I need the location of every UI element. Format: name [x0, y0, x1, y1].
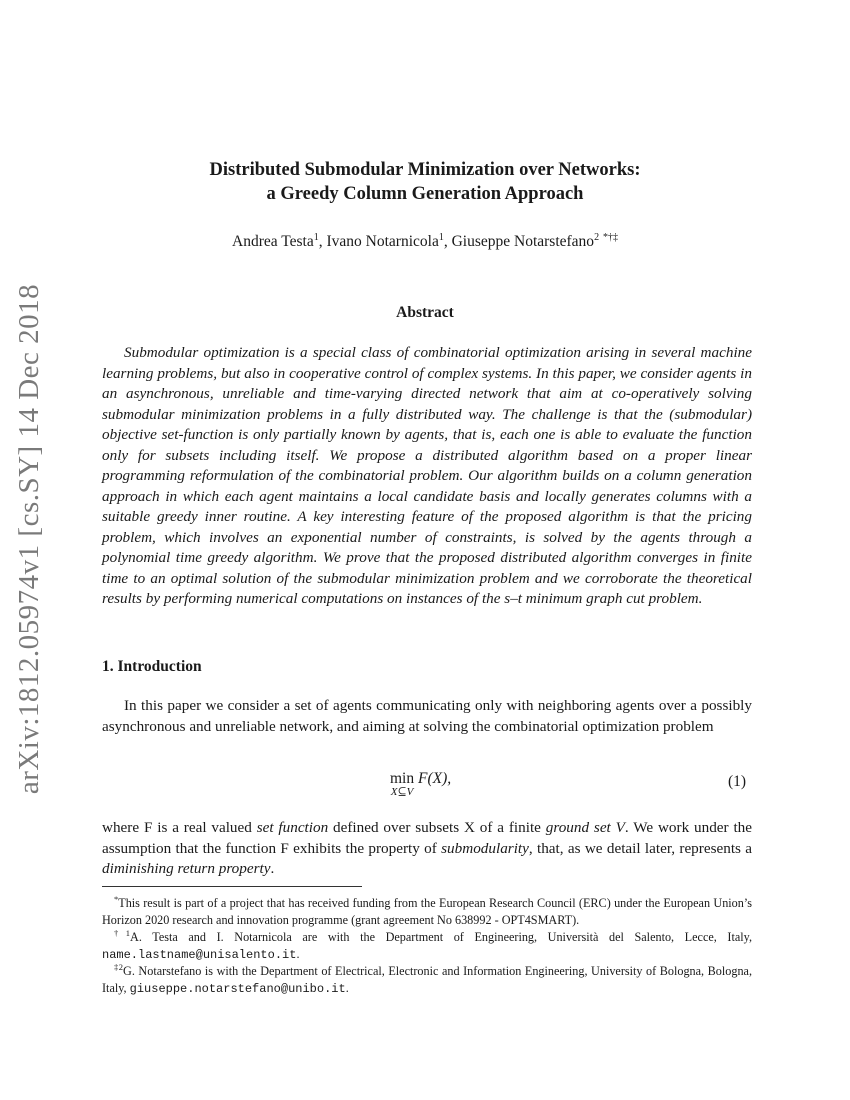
abstract-body: Submodular optimization is a special class of combinatorial optimization arising in several machine learning problems, but also in cooperative control of complex systems. In this paper, we consider agents in an asynchronous, unreliable and time-varying directed network that aim at co-operatively solving submodular minimization problems in a fully distributed way. The challenge is that the (submodular) objective set-function is only partially known by agents, that is, each one is able to evaluate the function only for subsets including itself. We propose a distributed algorithm based on a proper linear programming reformulation of the combinatorial problem. Our algorithm builds on a column generation approach in which each agent maintains a local candidate basis and locally generates columns with a suitable greedy inner routine. A key interesting feature of the proposed algorithm is that the pricing problem, which involves an exponential number of constraints, is solved by the agents through a polynomial time greedy algorithm. We prove that the proposed distributed algorithm converges in finite time to an optimal solution of the submodular minimization problem and we corroborate the theoretical results by performing numerical computations on instances of the s–t minimum graph cut problem.	[102, 344, 752, 607]
footnote-affiliation-bologna	[102, 959, 752, 998]
author-footnote-marks: *†‡	[602, 232, 618, 243]
text-run: where F is a real valued	[102, 819, 257, 836]
intro-paragraph-2	[102, 818, 752, 880]
author-separator: ,	[443, 233, 452, 251]
footnote-text: This result is part of a project that has received funding from the European Research Council (ERC) under the European Union’s Horizon 2020 research and innovation programme (grant agreement No 638992 - OPT4SMART).	[102, 896, 752, 928]
paper-title	[100, 158, 750, 206]
footnote-text: G. Notarstefano is with the Department of Electrical, Electronic and Information Engineering, University of Bologna, Bologna, Italy,	[102, 964, 753, 996]
equation-subscript: X⊆V	[390, 786, 414, 798]
author-notarstefano: Giuseppe Notarstefano	[451, 233, 595, 251]
author-affil-mark: 1	[313, 232, 319, 243]
equation-number: (1)	[728, 773, 747, 790]
intro-paragraph-1: In this paper we consider a set of agents communicating only with neighboring agents over a possibly asynchronous and unreliable network, and aiming at solving the combinatorial optimization problem	[102, 697, 752, 735]
emphasis-run: submodularity	[441, 839, 529, 857]
emphasis-run: ground set V	[545, 819, 625, 836]
author-separator: ,	[318, 233, 327, 251]
footnote-text: A. Testa and I. Notarnicola are with the Department of Engineering, Università del Salento, Lecce, Italy,	[130, 930, 752, 945]
equation-1	[390, 770, 451, 798]
arxiv-identifier: arXiv:1812.05974v1 [cs.SY] 14 Dec 2018	[13, 283, 45, 795]
emphasis-run: set function	[256, 819, 329, 836]
section-heading-introduction: 1. Introduction	[102, 658, 202, 675]
author-testa: Andrea Testa	[232, 233, 314, 251]
author-list	[100, 232, 750, 251]
author-affil-mark: 1	[438, 232, 444, 243]
author-notarnicola: Ivano Notarnicola	[326, 233, 439, 251]
footnote-mark: *	[114, 894, 119, 904]
equation-operator: min	[390, 770, 415, 787]
email-salento: name.lastname@unisalento.it	[102, 948, 297, 963]
abstract-heading: Abstract	[396, 304, 454, 321]
title-line-2: a Greedy Column Generation Approach	[266, 184, 584, 204]
equation-min-operator	[390, 770, 414, 798]
text-run: , that, as we detail later, represents a	[528, 839, 753, 857]
email-bologna: giuseppe.notarstefano@unibo.it	[129, 982, 346, 997]
footnote-funding	[102, 891, 752, 929]
emphasis-run: diminishing return property	[102, 860, 271, 877]
equation-body: F(X),	[418, 770, 452, 787]
text-run: defined over subsets X of a finite	[328, 819, 546, 836]
text-run: .	[270, 860, 275, 877]
text-run: . We work under the assumption that the function F exhibits the property of	[102, 819, 752, 857]
footnote-mark: †1	[114, 928, 131, 938]
footnote-text: .	[296, 947, 300, 962]
footnote-mark: ‡2	[114, 962, 124, 972]
footnote-divider	[102, 886, 362, 887]
footnote-text: .	[345, 981, 349, 996]
author-affil-mark: 2	[594, 232, 600, 243]
title-line-1: Distributed Submodular Minimization over Networks:	[209, 160, 641, 180]
